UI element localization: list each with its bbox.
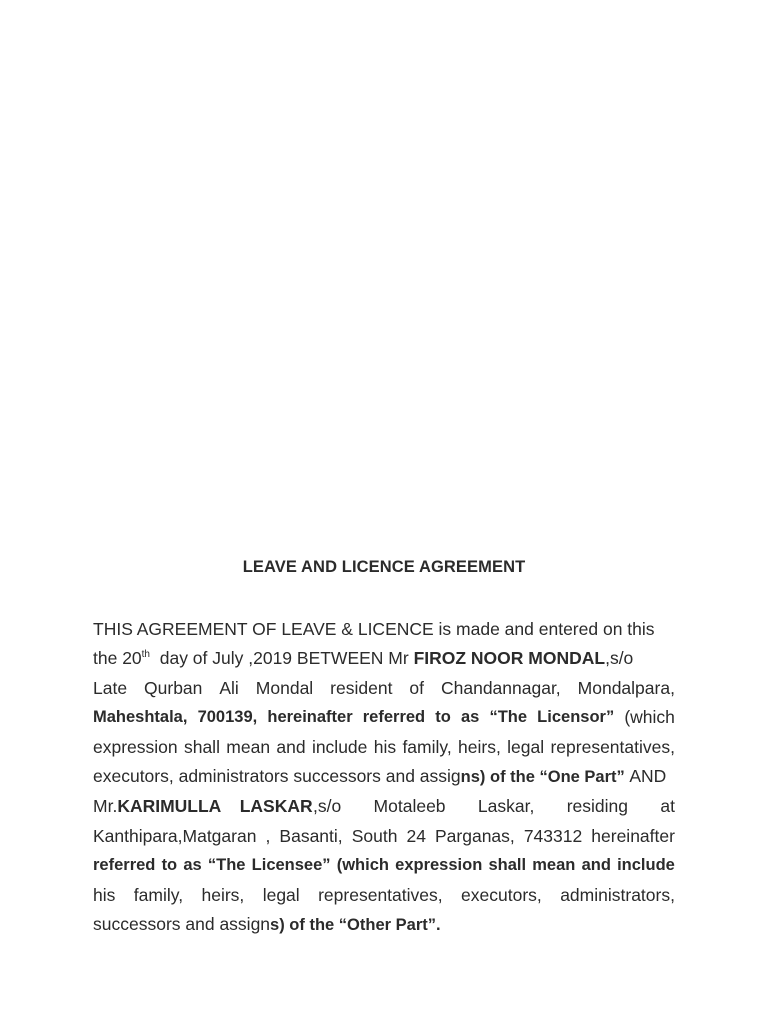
- word: Basanti,: [279, 825, 343, 846]
- word: expression: [395, 856, 483, 875]
- word: 700139,: [197, 708, 258, 727]
- paragraph-line-1: [93, 615, 675, 644]
- word: Mondalpara,: [577, 677, 675, 698]
- word: (which: [624, 707, 675, 728]
- word: of: [409, 677, 425, 698]
- date-text: the 20: [93, 648, 142, 669]
- word: “The: [207, 856, 246, 875]
- word: family,: [133, 884, 184, 905]
- word: Qurban: [144, 677, 203, 698]
- word: South: [351, 825, 398, 846]
- word: expression: [93, 736, 178, 757]
- paragraph-line-6: [93, 762, 675, 792]
- word: and: [276, 736, 306, 757]
- paragraph-line-7: [93, 792, 675, 821]
- word: shall: [183, 736, 220, 757]
- word: include: [617, 856, 675, 875]
- paragraph-line-10: [93, 881, 675, 910]
- word: “The: [489, 708, 528, 727]
- word: Chandannagar,: [440, 677, 561, 698]
- licensee-first-name: KARIMULLA: [117, 796, 222, 817]
- paragraph-line-3: [93, 674, 675, 703]
- word: at: [660, 796, 675, 817]
- paragraph-line-8: [93, 822, 675, 851]
- date-rest-text: day of July ,2019 BETWEEN Mr: [150, 648, 414, 669]
- word: (which: [336, 856, 389, 875]
- word: Laskar,: [477, 796, 535, 817]
- word: referred: [362, 708, 426, 727]
- word: mean: [226, 736, 271, 757]
- word: hereinafter: [591, 825, 675, 846]
- word: his: [93, 884, 116, 905]
- word: Ali: [219, 677, 239, 698]
- paragraph-line-5: [93, 733, 675, 762]
- word: Kanthipara,Matgaran: [93, 825, 257, 846]
- paragraph-line-9: [93, 851, 675, 880]
- word: administrators,: [560, 884, 675, 905]
- word: to: [435, 708, 451, 727]
- word: hereinafter: [267, 708, 353, 727]
- title-prefix: Mr.: [93, 796, 118, 817]
- word: heirs,: [458, 736, 501, 757]
- document-title: LEAVE AND LICENCE AGREEMENT: [242, 558, 526, 576]
- paragraph-line-2: [93, 644, 675, 673]
- licensee-last-name: LASKAR: [239, 796, 313, 817]
- licensor-relation: ,s/o: [605, 648, 634, 669]
- word: mean: [532, 856, 576, 875]
- word: his: [373, 736, 397, 757]
- line-6-text: executors, administrators successors and assig: [93, 766, 461, 787]
- word: shall: [488, 856, 527, 875]
- word: include: [311, 736, 368, 757]
- and-text: AND: [629, 766, 667, 787]
- paragraph-line-4: [93, 703, 675, 732]
- word: resident: [330, 677, 393, 698]
- word: executors,: [461, 884, 542, 905]
- word: 743312: [523, 825, 583, 846]
- word: ,s/o: [312, 796, 342, 817]
- licensee-name-first: [93, 792, 221, 821]
- licensor-name: FIROZ NOOR MONDAL: [413, 648, 606, 669]
- date-ordinal: th: [141, 649, 150, 661]
- word: Licensor”: [537, 708, 615, 727]
- word: ,: [265, 825, 271, 846]
- word: as: [183, 856, 202, 875]
- word: Parganas,: [435, 825, 515, 846]
- word: Mondal: [255, 677, 314, 698]
- word: legal: [507, 736, 545, 757]
- agreement-paragraph: [93, 615, 675, 940]
- word: representatives,: [318, 884, 443, 905]
- word: residing: [566, 796, 628, 817]
- word: 24: [406, 825, 426, 846]
- other-part-text: s) of the “Other Part”.: [270, 916, 441, 935]
- word: representatives,: [550, 736, 675, 757]
- word: Late: [93, 677, 128, 698]
- line-11-text: successors and assign: [93, 914, 271, 935]
- word: legal: [262, 884, 300, 905]
- line-1-text: THIS AGREEMENT OF LEAVE & LICENCE is made and entered on this: [93, 619, 655, 639]
- word: Motaleeb: [373, 796, 446, 817]
- word: family,: [402, 736, 452, 757]
- word: to: [161, 856, 178, 875]
- word: heirs,: [201, 884, 245, 905]
- word: Maheshtala,: [93, 708, 188, 727]
- paragraph-line-11: [93, 910, 675, 940]
- word: as: [460, 708, 480, 727]
- word: referred: [93, 856, 156, 875]
- word: and: [581, 856, 611, 875]
- word: Licensee”: [251, 856, 331, 875]
- one-part-text: ns) of the “One Part”: [460, 768, 630, 787]
